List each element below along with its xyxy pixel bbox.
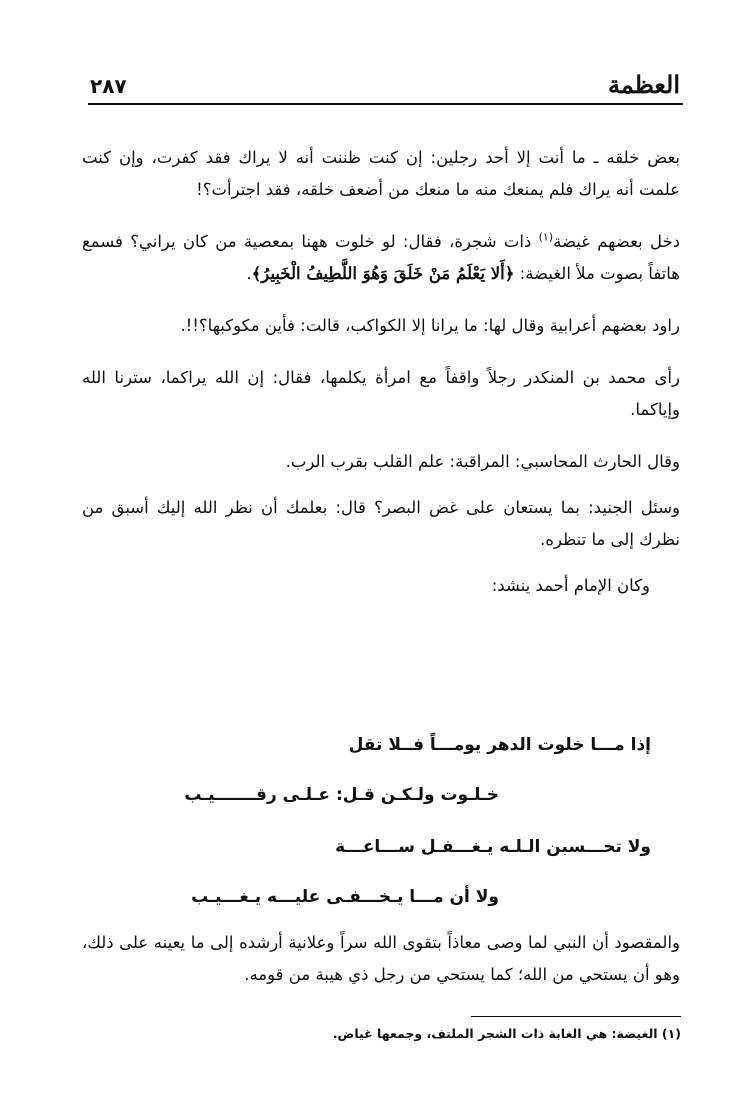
paragraph-end: . (246, 264, 252, 283)
poem-line: خـلـوت ولـكـن قـل: عـلـى رقـــــــيـب (184, 785, 499, 805)
running-title: العظمة (608, 70, 680, 99)
paragraph: وسئل الجنيد: بما يستعان على غض البصر؟ قال: بعلمك أن نظر الله إليك أسبق من نظرك إلى ما تنظره. (82, 498, 680, 549)
poem-line: ولا تحـــسبن الـلـه يـغـــفـل ســـاعـــة (335, 837, 651, 857)
poem-line: ولا أن مـــا يـخـــفـى عليـــه يـغـــيـب (191, 887, 499, 907)
footnote-reference: (١) (538, 230, 554, 244)
paragraph-text: دخل بعضهم غيضة (553, 232, 680, 251)
poem-line: إذا مـــا خلوت الدهر يومـــاً فــلا تقل (348, 735, 651, 755)
header-divider (88, 103, 683, 105)
paragraph: بعض خلقه ـ ما أنت إلا أحد رجلين: إن كنت ظننت أنه لا يراك فقد كفرت، وإن كنت علمت أنه يراك فلم يمنعك منه ما منعك من أضعف خلقه، فقد اجترأت؟! (82, 148, 680, 199)
closing-paragraph: والمقصود أن النبي لما وصى معاذاً بتقوى الله سراً وعلانية أرشده إلى ما يعينه على ذلك، وهو أن يستحي من الله؛ كما يستحي من رجل ذي هيبة من قومه. (82, 933, 680, 984)
poem-intro: وكان الإمام أحمد ينشد: (491, 576, 650, 595)
footnote: (١) الغيضة: هي الغابة ذات الشجر الملتف، وجمعها غياض. (332, 1026, 681, 1041)
paragraph-text: ذات شجرة، فقال: لو خلوت ههنا بمعصية من كان يراني؟ فسمع هاتفاً بصوت ملأ الغيضة: (82, 232, 680, 283)
page-number: ٢٨٧ (90, 74, 127, 98)
paragraph: راود بعضهم أعرابية وقال لها: ما يرانا إلا الكواكب، قالت: فأين مكوكبها؟!!. (180, 316, 680, 335)
paragraph-with-verse (82, 226, 680, 290)
page-header (90, 70, 680, 106)
quran-verse: ﴿أَلا يَعْلَمُ مَنْ خَلَقَ وَهُوَ اللَّطِيفُ الْخَبِيرُ﴾ (251, 264, 515, 283)
paragraph: رأى محمد بن المنكدر رجلاً واقفاً مع امرأة يكلمها، فقال: إن الله يراكما، سترنا الله وإياكما. (82, 368, 680, 419)
page-body (82, 142, 680, 622)
footnote-divider (471, 1016, 681, 1017)
paragraph: وقال الحارث المحاسبي: المراقبة: علم القلب بقرب الرب. (285, 452, 680, 471)
